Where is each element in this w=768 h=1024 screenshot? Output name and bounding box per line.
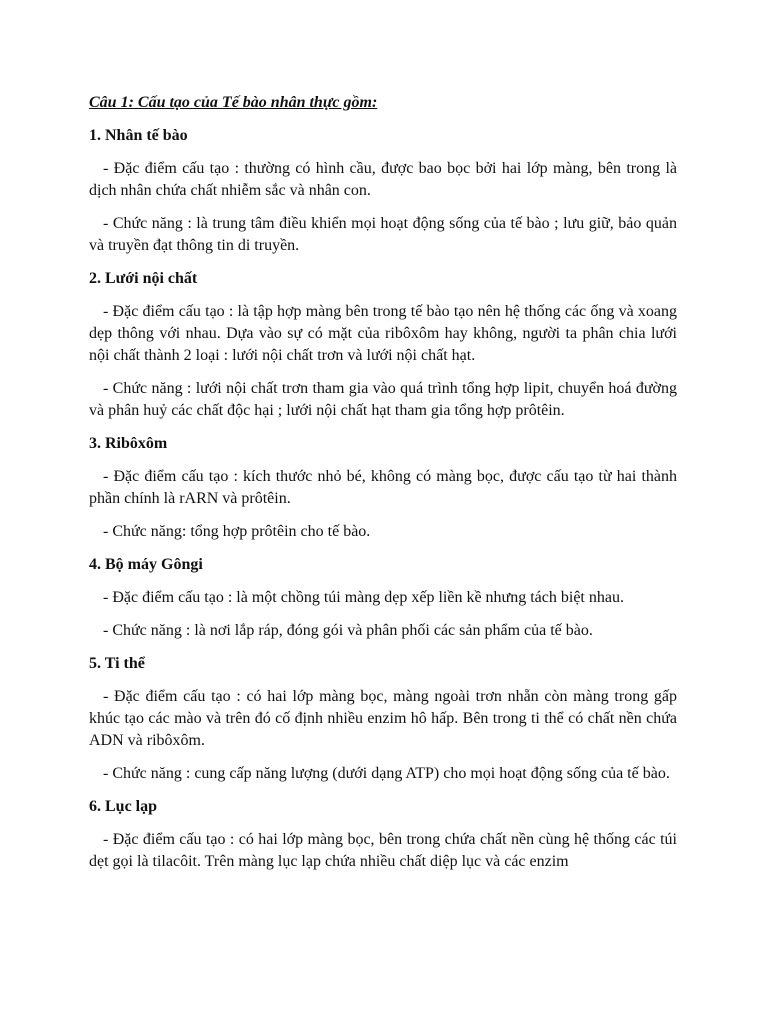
section-luc-lap bbox=[89, 796, 677, 873]
section-luoi-noi-chat bbox=[89, 268, 677, 422]
section-bo-may-gongi bbox=[89, 554, 677, 642]
document-title: Câu 1: Cấu tạo của Tế bào nhân thực gồm: bbox=[89, 94, 378, 111]
paragraph-function: - Chức năng : là trung tâm điều khiển mọi hoạt động sống của tế bào ; lưu giữ, bảo quản và truyền đạt thông tin di truyền. bbox=[89, 215, 677, 254]
section-ti-the bbox=[89, 653, 677, 785]
paragraph-structure: - Đặc điểm cấu tạo : kích thước nhỏ bé, không có màng bọc, được cấu tạo từ hai thành phần chính là rARN và prôtêin. bbox=[89, 468, 677, 507]
section-heading: 4. Bộ máy Gôngi bbox=[89, 556, 203, 573]
paragraph-function: - Chức năng : cung cấp năng lượng (dưới dạng ATP) cho mọi hoạt động sống của tế bào. bbox=[103, 765, 670, 782]
section-heading: 6. Lục lạp bbox=[89, 798, 158, 815]
paragraph-structure: - Đặc điểm cấu tạo : có hai lớp màng bọc, bên trong chứa chất nền cùng hệ thống các túi dẹt gọi là tilacôit. Trên màng lục lạp chứa nhiều chất diệp lục và các enzim bbox=[89, 831, 677, 870]
paragraph-function: - Chức năng : lưới nội chất trơn tham gia vào quá trình tổng hợp lipit, chuyển hoá đường và phân huỷ các chất độc hại ; lưới nội chất hạt tham gia tổng hợp prôtêin. bbox=[89, 380, 677, 419]
paragraph-function: - Chức năng : là nơi lắp ráp, đóng gói và phân phối các sản phẩm của tế bào. bbox=[103, 622, 593, 639]
section-heading: 3. Ribôxôm bbox=[89, 435, 168, 452]
paragraph-structure: - Đặc điểm cấu tạo : là một chồng túi màng dẹp xếp liền kề nhưng tách biệt nhau. bbox=[103, 589, 624, 606]
section-nhan-te-bao bbox=[89, 125, 677, 257]
paragraph-structure: - Đặc điểm cấu tạo : là tập hợp màng bên trong tế bào tạo nên hệ thống các ống và xoang dẹp thông với nhau. Dựa vào sự có mặt của ribôxôm hay không, người ta phân chia lưới nội chất thành 2 loại : lưới nội chất trơn và lưới nội chất hạt. bbox=[89, 303, 677, 364]
document-page bbox=[89, 92, 677, 884]
paragraph-structure: - Đặc điểm cấu tạo : có hai lớp màng bọc, màng ngoài trơn nhẵn còn màng trong gấp khúc tạo các mào và trên đó cố định nhiều enzim hô hấp. Bên trong ti thể có chất nền chứa ADN và ribôxôm. bbox=[89, 688, 677, 749]
section-heading: 2. Lưới nội chất bbox=[89, 270, 198, 287]
section-heading: 1. Nhân tế bào bbox=[89, 127, 188, 144]
section-heading: 5. Ti thể bbox=[89, 655, 145, 672]
paragraph-function: - Chức năng: tổng hợp prôtêin cho tế bào. bbox=[103, 523, 371, 540]
paragraph-structure: - Đặc điểm cấu tạo : thường có hình cầu, được bao bọc bởi hai lớp màng, bên trong là dịch nhân chứa chất nhiễm sắc và nhân con. bbox=[89, 160, 677, 199]
section-riboxom bbox=[89, 433, 677, 543]
